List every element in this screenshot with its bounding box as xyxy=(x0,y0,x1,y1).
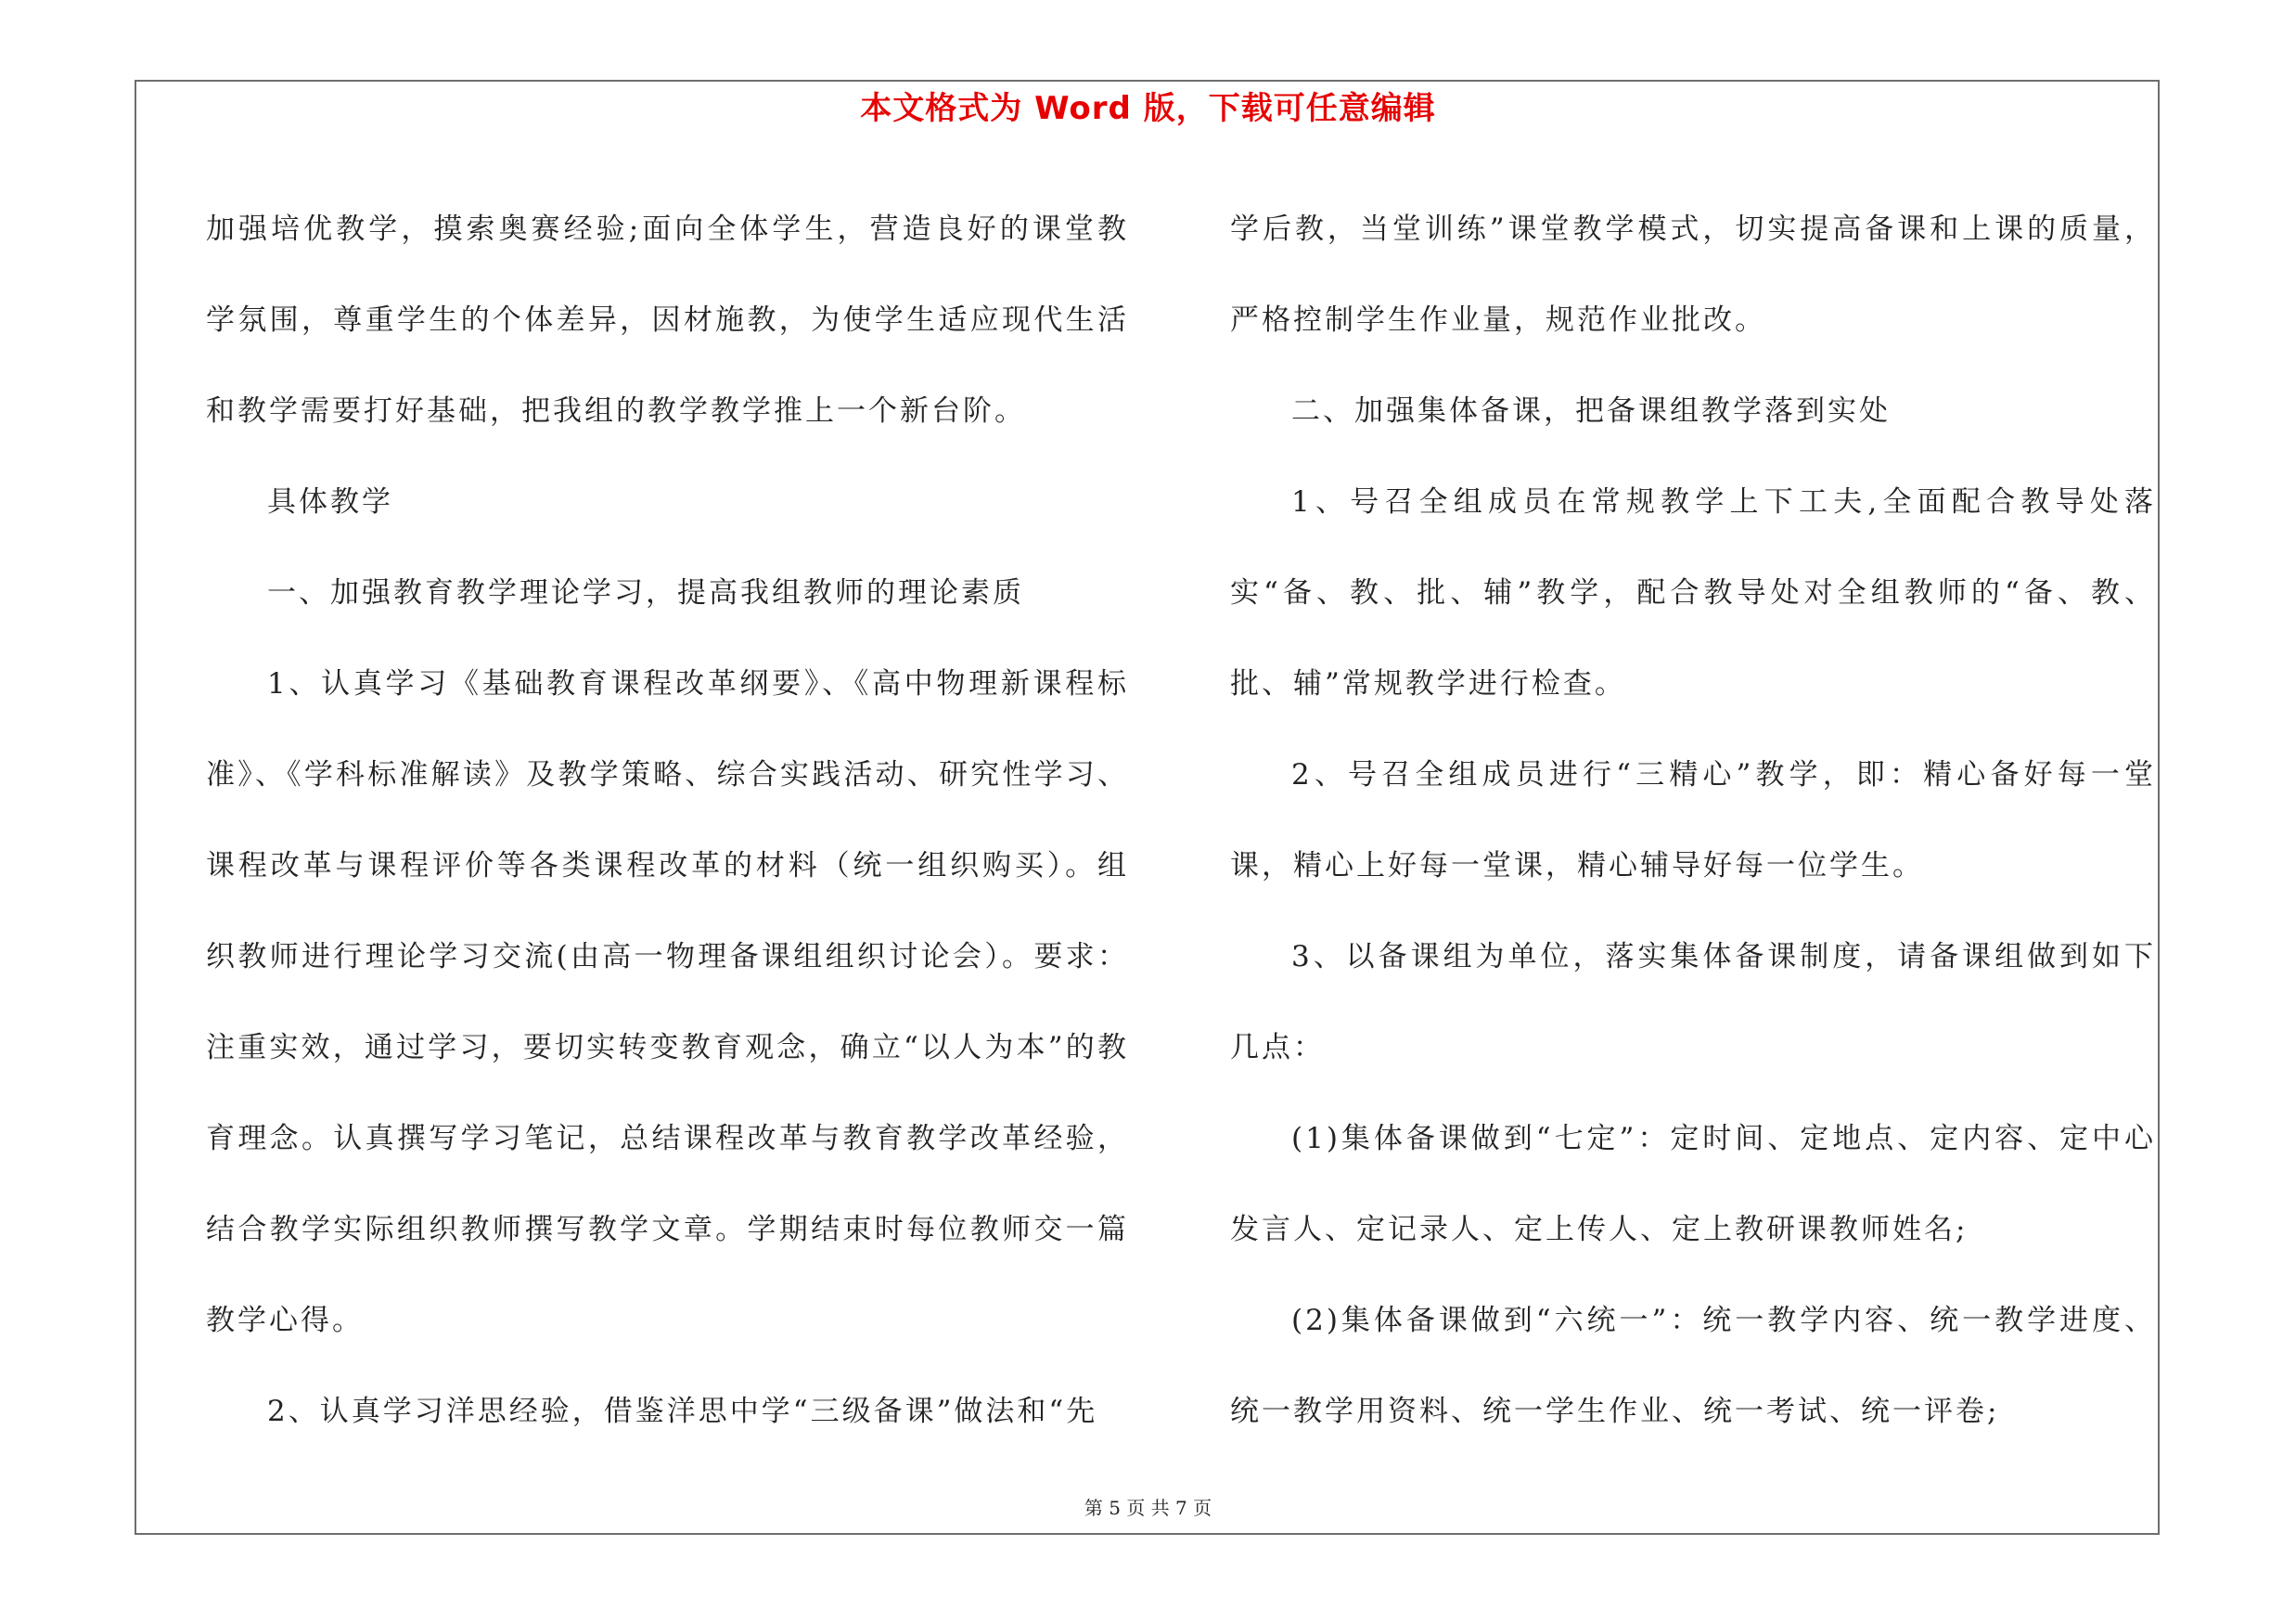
format-banner: 本文格式为 Word 版，下载可任意编辑 xyxy=(860,90,1436,127)
page-number-footer: 第 5 页 共 7 页 xyxy=(1084,1497,1212,1519)
right-column xyxy=(1230,184,2156,1457)
left-paragraph-4: 1、认真学习《基础教育课程改革纲要》、《高中物理新课程标准》、《学科标准解读》及教学策略、综合实践活动、研究性学习、课程改革与课程评价等各类课程改革的材料（统一组织购买）。组织教师进行理论学习交流(由高一物理备课组组织讨论会）。要求：注重实效，通过学习，要切实转变教育观念，确立“以人为本”的教育理念。认真撰写学习笔记，总结课程改革与教育教学改革经验，结合教学实际组织教师撰写教学文章。学期结束时每位教师交一篇教学心得。 xyxy=(206,667,1129,1337)
right-paragraph-1: 学后教，当堂训练”课堂教学模式，切实提高备课和上课的质量，严格控制学生作业量，规范作业批改。 xyxy=(1230,213,2156,337)
right-paragraph-5: 3、以备课组为单位，落实集体备课制度，请备课组做到如下几点： xyxy=(1230,940,2156,1064)
right-paragraph-2: 二、加强集体备课，把备课组教学落到实处 xyxy=(1291,394,1891,428)
left-paragraph-5: 2、认真学习洋思经验，借鉴洋思中学“三级备课”做法和“先 xyxy=(267,1395,1098,1428)
right-paragraph-6: (1)集体备课做到“七定”：定时间、定地点、定内容、定中心发言人、定记录人、定上传人、定上教研课教师姓名; xyxy=(1230,1122,2156,1246)
right-paragraph-7: (2)集体备课做到“六统一”：统一教学内容、统一教学进度、统一教学用资料、统一学生作业、统一考试、统一评卷; xyxy=(1230,1304,2156,1428)
right-paragraph-3: 1、号召全组成员在常规教学上下工夫,全面配合教导处落实“备、教、批、辅”教学，配合教导处对全组教师的“备、教、批、辅”常规教学进行检查。 xyxy=(1230,485,2156,701)
left-paragraph-3: 一、加强教育教学理论学习，提高我组教师的理论素质 xyxy=(267,576,1024,610)
left-paragraph-2: 具体教学 xyxy=(267,485,393,519)
right-paragraph-4: 2、号召全组成员进行“三精心”教学，即：精心备好每一堂课，精心上好每一堂课，精心辅导好每一位学生。 xyxy=(1230,758,2156,882)
left-paragraph-1: 加强培优教学，摸索奥赛经验;面向全体学生，营造良好的课堂教学氛围，尊重学生的个体差异，因材施教，为使学生适应现代生活和教学需要打好基础，把我组的教学教学推上一个新台阶。 xyxy=(206,213,1129,428)
left-column xyxy=(206,184,1129,1457)
